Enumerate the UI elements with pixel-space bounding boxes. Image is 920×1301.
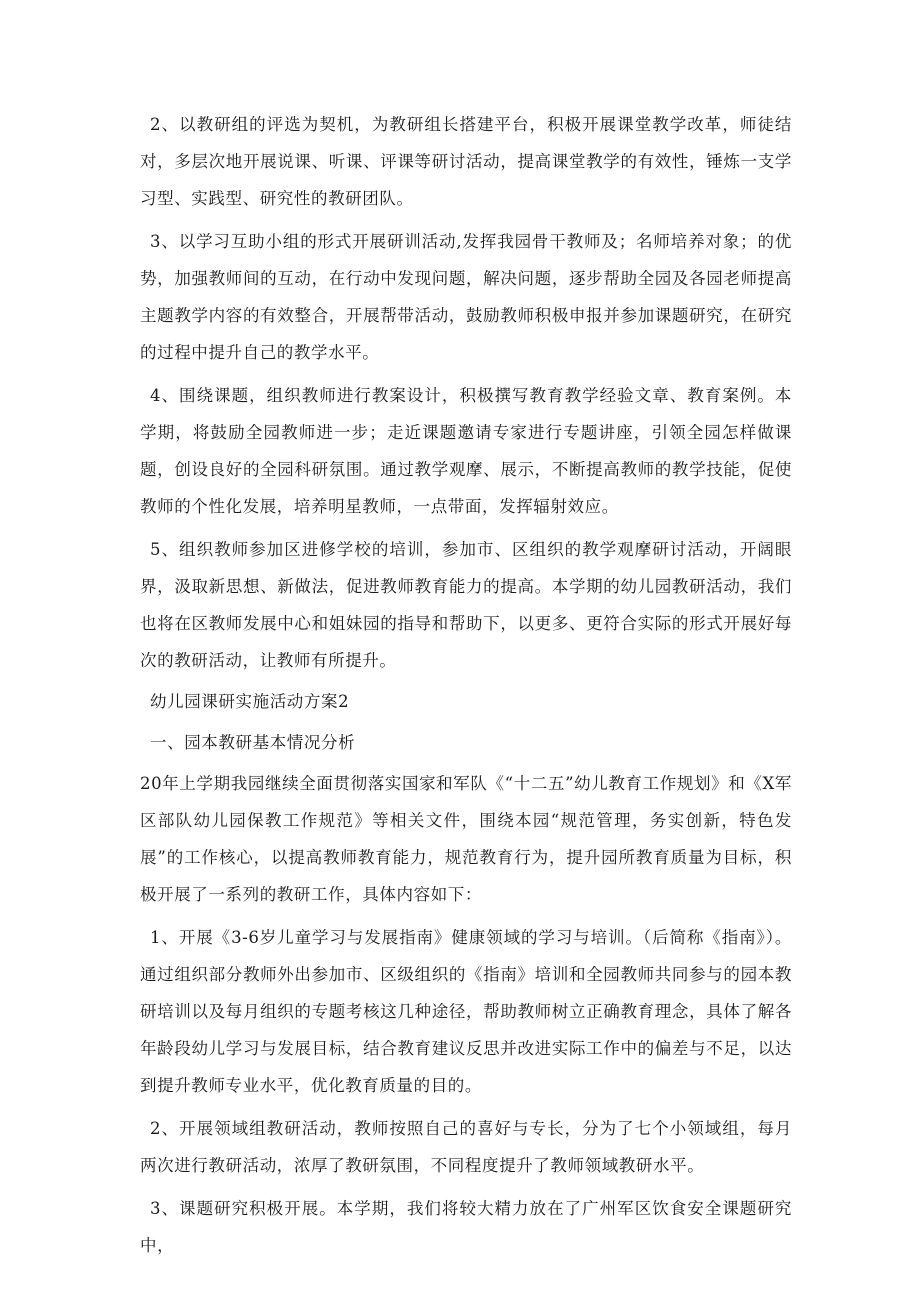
paragraph-item-5-training: 5、组织教师参加区进修学校的培训，参加市、区组织的教学观摩研讨活动，开阔眼界，汲取新思想、新做法，促进教师教育能力的提高。本学期的幼儿园教研活动，我们也将在区教师发展中心和姐妹园的指导和帮助下，以更多、更符合实际的形式开展好每次的教研活动，让教师有所提升。 — [140, 540, 792, 670]
section-heading-analysis: 一、园本教研基本情况分析 — [150, 733, 356, 752]
paragraph-item-3-topic-research: 3、课题研究积极开展。本学期，我们将较大精力放在了广州军区饮食安全课题研究中， — [140, 1199, 792, 1255]
document-body — [140, 106, 792, 1264]
paragraph-item-3-study-groups: 3、以学习互助小组的形式开展研训活动,发挥我园骨干教师及；名师培养对象；的优势，加强教师间的互动，在行动中发现问题，解决问题，逐步帮助全园及各园老师提高主题教学内容的有效整合，开展帮带活动，鼓励教师积极申报并参加课题研究，在研究的过程中提升自己的教学水平。 — [140, 232, 792, 362]
document-section-title: 幼儿园课研实施活动方案2 — [150, 692, 350, 711]
paragraph-item-4-research-topics: 4、围绕课题，组织教师进行教案设计，积极撰写教育教学经验文章、教育案例。本学期，将鼓励全园教师进一步；走近课题邀请专家进行专题讲座，引领全园怎样做课题，创设良好的全园科研氛围。通过教学观摩、展示，不断提高教师的教学技能，促使教师的个性化发展，培养明星教师，一点带面，发挥辐射效应。 — [140, 386, 792, 516]
paragraph-intro-semester: 20年上学期我园继续全面贯彻落实国家和军队《“十二五”幼儿教育工作规划》和《X军区部队幼儿园保教工作规范》等相关文件，围绕本园“规范管理，务实创新，特色发展”的工作核心，以提高教师教育能力，规范教育行为，提升园所教育质量为目标，积极开展了一系列的教研工作，具体内容如下： — [140, 774, 792, 904]
paragraph-item-2-domain-groups: 2、开展领域组教研活动，教师按照自己的喜好与专长，分为了七个小领域组，每月两次进行教研活动，浓厚了教研氛围，不同程度提升了教师领域教研水平。 — [140, 1119, 792, 1175]
paragraph-item-1-guide-training: 1、开展《3-6岁儿童学习与发展指南》健康领域的学习与培训。（后简称《指南》）。通过组织部分教师外出参加市、区级组织的《指南》培训和全园教师共同参与的园本教研培训以及每月组织的专题考核这几种途径，帮助教师树立正确教育理念，具体了解各年龄段幼儿学习与发展目标，结合教育建议反思并改进实际工作中的偏差与不足，以达到提升教师专业水平，优化教育质量的目的。 — [140, 928, 792, 1095]
paragraph-item-2-teaching-reform: 2、以教研组的评选为契机，为教研组长搭建平台，积极开展课堂教学改革，师徒结对，多层次地开展说课、听课、评课等研讨活动，提高课堂教学的有效性，锤炼一支学习型、实践型、研究性的教研团队。 — [140, 115, 792, 208]
